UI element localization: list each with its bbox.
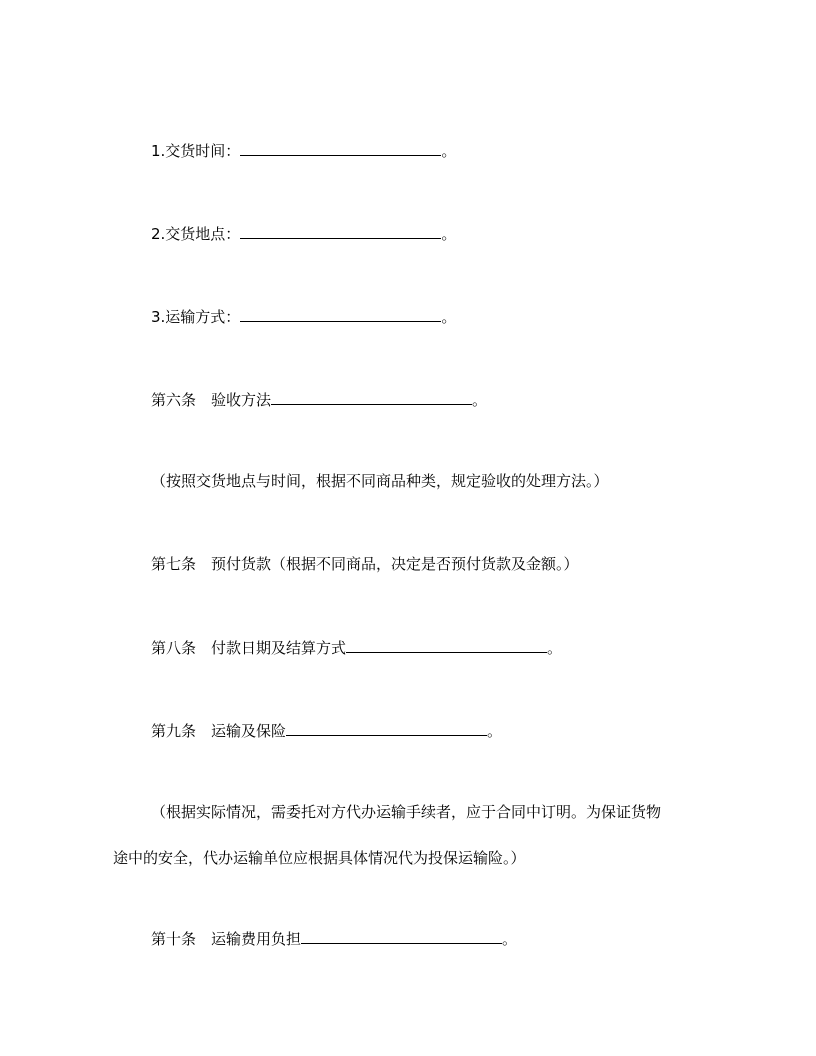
period: 。: [441, 142, 457, 160]
fill-blank: [271, 389, 472, 405]
article-number: 第六条: [151, 391, 197, 409]
article-title: 验收方法: [211, 391, 272, 409]
article-6: [151, 389, 487, 410]
article-text: 预付货款（根据不同商品，决定是否预付货款及金额。）: [211, 555, 579, 573]
item-delivery-place: [151, 223, 456, 244]
period: 。: [502, 930, 518, 948]
article-title: 运输及保险: [211, 722, 287, 740]
fill-blank: [240, 306, 441, 322]
article-number: 第七条: [151, 555, 197, 573]
period: 。: [487, 722, 503, 740]
article-9-note-line2: 途中的安全，代办运输单位应根据具体情况代为投保运输险。）: [113, 849, 526, 867]
fill-blank: [346, 637, 547, 653]
period: 。: [441, 225, 457, 243]
item-delivery-time: [151, 140, 456, 161]
fill-blank: [301, 928, 502, 944]
article-7: [151, 554, 579, 574]
item-label: 2.交货地点：: [151, 225, 241, 243]
article-10: [151, 928, 517, 949]
period: 。: [472, 391, 488, 409]
fill-blank: [240, 223, 441, 239]
article-title: 付款日期及结算方式: [211, 639, 347, 657]
article-number: 第九条: [151, 722, 197, 740]
article-9: [151, 720, 502, 741]
article-number: 第八条: [151, 639, 197, 657]
article-9-note-line1: （根据实际情况，需委托对方代办运输手续者，应于合同中订明。为保证货物: [151, 803, 662, 821]
item-transport-method: [151, 306, 456, 327]
article-6-note: （按照交货地点与时间，根据不同商品种类，规定验收的处理方法。）: [151, 472, 609, 490]
period: 。: [441, 308, 457, 326]
article-number: 第十条: [151, 930, 197, 948]
fill-blank: [240, 140, 441, 156]
item-label: 3.运输方式：: [151, 308, 241, 326]
article-8: [151, 637, 562, 658]
period: 。: [547, 639, 563, 657]
item-label: 1.交货时间：: [151, 142, 241, 160]
fill-blank: [286, 720, 487, 736]
article-title: 运输费用负担: [211, 930, 302, 948]
